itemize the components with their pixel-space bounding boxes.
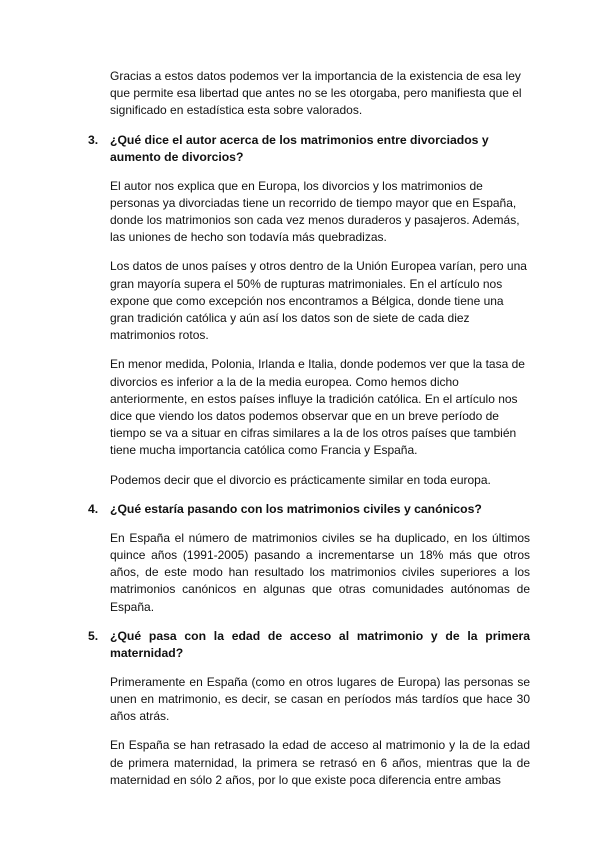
answer-3-paragraph-1: El autor nos explica que en Europa, los divorcios y los matrimonios de personas ya divorciadas tiene un recorrido de tiempo mayor que en España, donde los matrimonios son cada vez menos duraderos y pasajeros. Además, las uniones de hecho son todavía más quebradizas. bbox=[110, 178, 520, 245]
question-number: 5. bbox=[88, 628, 99, 643]
question-5 bbox=[88, 628, 530, 662]
answer-5-paragraph-2: En España se han retrasado la edad de acceso al matrimonio y la de la edad de primera maternidad, la primera se retrasó en 6 años, mientras que la de maternidad en sólo 2 años, por lo que existe poca diferencia entre ambas bbox=[110, 738, 530, 787]
question-4 bbox=[88, 501, 530, 518]
answer-4-paragraph-1: En España el número de matrimonios civiles se ha duplicado, en los últimos quince años (1991-2005) pasando a incrementarse un 18% más que otros años, de este modo han resultado los matrimonios civiles superiores a los matrimonios canónicos en algunas que otras comunidades autónomas de España. bbox=[110, 530, 530, 614]
question-text: ¿Qué pasa con la edad de acceso al matrimonio y de la primera maternidad? bbox=[110, 628, 530, 660]
answer-3-paragraph-3: En menor medida, Polonia, Irlanda e Italia, donde podemos ver que la tasa de divorcios es inferior a la de la media europea. Como hemos dicho anteriormente, en estos países influye la tradición católica. En el artículo nos dice que viendo los datos podemos observar que en un breve período de tiempo se va a situar en cifras similares a la de los otros países que también tiene mucha importancia católica como Francia y España. bbox=[110, 357, 525, 458]
question-text: ¿Qué estaría pasando con los matrimonios civiles y canónicos? bbox=[110, 501, 482, 516]
question-text: ¿Qué dice el autor acerca de los matrimonios entre divorciados y aumento de divorcios? bbox=[110, 132, 489, 164]
question-3 bbox=[88, 132, 530, 166]
answer-5-paragraph-1: Primeramente en España (como en otros lugares de Europa) las personas se unen en matrimonio, es decir, se casan en períodos más tardíos que hace 30 años atrás. bbox=[110, 674, 530, 724]
question-number: 4. bbox=[88, 501, 99, 516]
intro-paragraph: Gracias a estos datos podemos ver la importancia de la existencia de esa ley que permite esa libertad que antes no se les otorgaba, pero manifiesta que el significado en estadística esta sobre valorados. bbox=[110, 69, 522, 118]
question-number: 3. bbox=[88, 132, 99, 147]
document-body bbox=[88, 68, 530, 801]
answer-3-paragraph-4: Podemos decir que el divorcio es prácticamente similar en toda europa. bbox=[110, 472, 491, 487]
answer-3-paragraph-2: Los datos de unos países y otros dentro de la Unión Europea varían, pero una gran mayoría supera el 50% de rupturas matrimoniales. En el artículo nos expone que como excepción nos encontramos a Bélgica, donde tiene una gran tradición católica y aún así los datos son de siete de cada diez matrimonios rotos. bbox=[110, 259, 527, 343]
